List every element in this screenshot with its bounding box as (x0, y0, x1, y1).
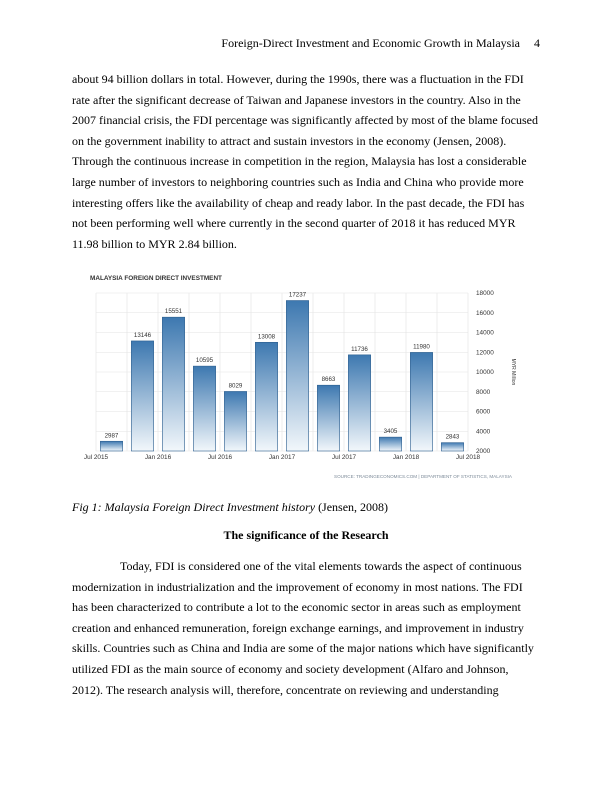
x-tick-label: Jan 2018 (392, 454, 420, 461)
y-tick-label: 4000 (476, 428, 491, 436)
y-tick-label: 14000 (476, 329, 494, 337)
y-tick-label: 18000 (476, 290, 494, 297)
x-tick-label: Jan 2017 (268, 454, 296, 461)
page-number: 4 (534, 36, 540, 50)
y-tick-label: 10000 (476, 369, 494, 376)
running-header (221, 36, 540, 51)
x-tick-label: Jul 2015 (83, 454, 109, 461)
bar (162, 317, 184, 451)
figure-caption-citation: (Jensen, 2008) (315, 500, 389, 514)
data-label: 8029 (228, 382, 243, 390)
figure-caption (72, 500, 388, 515)
x-tick-label: Jul 2017 (331, 454, 357, 461)
data-label: 10595 (195, 357, 214, 365)
bar (348, 355, 370, 451)
data-label: 11736 (351, 345, 368, 353)
data-label: 15551 (164, 308, 183, 316)
figure-caption-label: Fig 1: Malaysia Foreign Direct Investment history (72, 500, 316, 514)
data-label: 2987 (104, 432, 119, 440)
data-label: 17237 (288, 291, 307, 299)
bar (255, 342, 277, 451)
section-heading: The significance of the Research (223, 528, 389, 542)
data-label: 3405 (383, 428, 398, 436)
data-label: 13146 (133, 331, 152, 339)
body-paragraph-2: Today, FDI is considered one of the vital elements towards the aspect of continuous modernization in industrialization and the improvement of economy in most nations. The FDI has been characterized to contribute a lot to the economic sector in areas such as employment creation and enhanced remuneration, foreign exchange earnings, and improvement in industry skills. Countries such as China and India are some of the major nations which have significantly utilized FDI as the main source of economy and society development (Alfaro and Johnson, 2012). The research analysis will, therefore, concentrate on reviewing and understanding (72, 559, 534, 697)
x-tick-label: Jul 2018 (455, 454, 481, 461)
bar (286, 301, 308, 451)
chart-title: MALAYSIA FOREIGN DIRECT INVESTMENT (90, 275, 222, 282)
bar (410, 352, 432, 451)
y-tick-label: 16000 (476, 309, 494, 317)
fdi-chart-svg (83, 271, 520, 483)
y-tick-label: 2000 (476, 448, 491, 455)
data-label: 8663 (321, 376, 336, 384)
bar (441, 443, 463, 451)
data-label: 13008 (257, 333, 276, 341)
bar (131, 341, 153, 451)
bar (317, 385, 339, 451)
header-title: Foreign-Direct Investment and Economic Growth in Malaysia (221, 36, 520, 50)
x-tick-label: Jul 2016 (207, 454, 233, 461)
body-paragraph-1: about 94 billion dollars in total. However, during the 1990s, there was a fluctuation in the FDI rate after the significant decrease of Taiwan and Japanese investors in the country. Also in the 2007 financial crisis, the FDI percentage was significantly affected by most of the blame focused on the government inability to attract and sustain investors in the economy (Jensen, 2008). Through the continuous increase in competition in the region, Malaysia has lost a considerable large number of investors to neighboring countries such as India and China who provide more interesting offers like the availability of cheap and ready labor. In the past decade, the FDI has not been performing well where currently in the second quarter of 2018 it has reduced MYR 11.98 billion to MYR 2.84 billion. (72, 72, 538, 251)
data-label: 11980 (413, 343, 430, 351)
chart-source: SOURCE: TRADINGECONOMICS.COM | DEPARTMENT OF STATISTICS, MALAYSIA (334, 474, 512, 479)
data-label: 2843 (445, 433, 460, 441)
x-tick-label: Jan 2016 (144, 454, 172, 461)
y-axis-label: MYR Million (510, 358, 516, 386)
bar (100, 441, 122, 451)
y-tick-label: 8000 (476, 388, 491, 396)
y-tick-label: 6000 (476, 408, 491, 416)
bar (379, 437, 401, 451)
bar (193, 366, 215, 451)
y-tick-label: 12000 (476, 349, 494, 357)
bar (224, 391, 246, 451)
fdi-chart (83, 271, 520, 483)
